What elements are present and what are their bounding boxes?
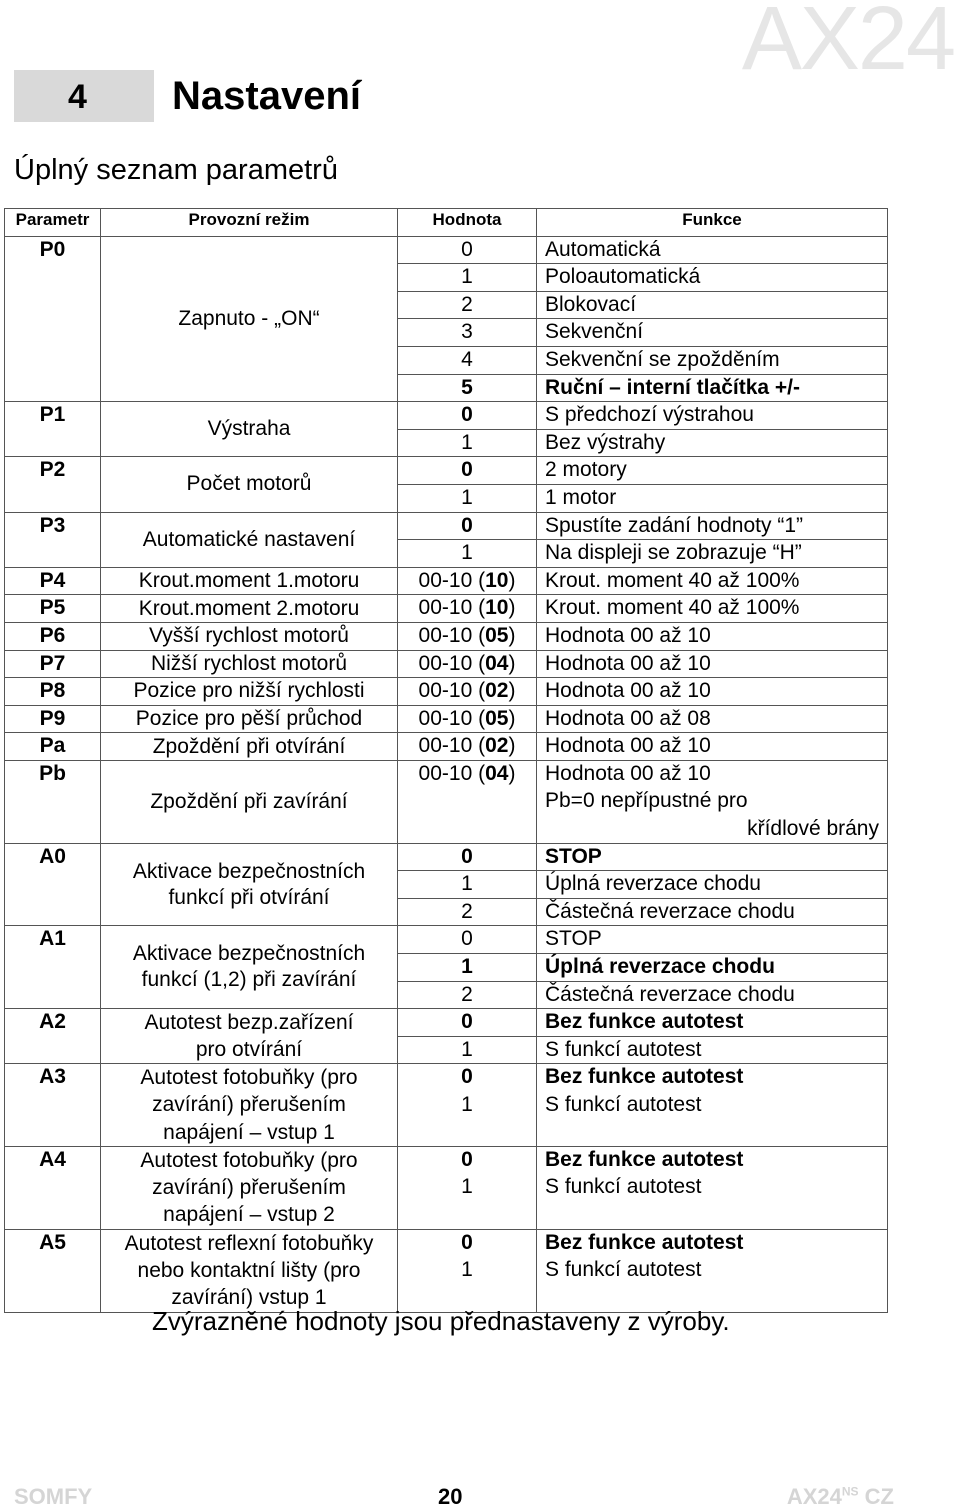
- mode-cell: zavírání) přerušením: [101, 1174, 398, 1202]
- mode-cell: Automatické nastavení: [101, 512, 398, 567]
- value-cell-default: 0: [398, 1147, 537, 1175]
- default-value: 10: [485, 568, 509, 592]
- param-code: A3: [5, 1064, 101, 1147]
- table-row: [5, 402, 888, 430]
- mode-cell: Autotest fotobuňky (pro: [101, 1064, 398, 1092]
- value-cell-default: 0: [398, 1229, 537, 1257]
- function-cell: Částečná reverzace chodu: [537, 981, 888, 1009]
- function-cell: Sekvenční: [537, 319, 888, 347]
- param-code: P0: [5, 236, 101, 402]
- default-value: 02: [485, 734, 509, 758]
- value-cell: 00-10 (04): [398, 760, 537, 843]
- value-range: 00-10 (: [418, 761, 486, 785]
- page-number: 20: [438, 1484, 463, 1509]
- table-row: [5, 567, 888, 595]
- value-cell: 00-10 (05): [398, 705, 537, 733]
- function-cell: Sekvenční se zpožděním: [537, 346, 888, 374]
- value-cell: 2: [398, 898, 537, 926]
- function-cell: Poloautomatická: [537, 264, 888, 292]
- value-cell: 00-10 (10): [398, 567, 537, 595]
- default-value: 04: [485, 761, 509, 785]
- value-cell: 00-10 (05): [398, 622, 537, 650]
- value-cell-default: 0: [398, 402, 537, 430]
- table-row: [5, 1147, 888, 1175]
- table-row: [5, 595, 888, 623]
- mode-cell: Pozice pro pěší průchod: [101, 705, 398, 733]
- mode-cell: Autotest fotobuňky (pro: [101, 1147, 398, 1175]
- function-cell: S předchozí výstrahou: [537, 402, 888, 430]
- value-cell: 1: [398, 484, 537, 512]
- function-cell: křídlové brány: [537, 816, 888, 844]
- param-code: A4: [5, 1147, 101, 1230]
- mode-cell: nebo kontaktní lišty (pro: [101, 1257, 398, 1285]
- function-cell: Hodnota 00 až 08: [537, 705, 888, 733]
- table-header-row: [5, 209, 888, 237]
- function-cell: Krout. moment 40 až 100%: [537, 567, 888, 595]
- mode-cell: zavírání) přerušením: [101, 1092, 398, 1120]
- ax24-logo: AX24: [741, 0, 954, 89]
- table-row: [5, 1257, 888, 1285]
- param-code: P8: [5, 678, 101, 706]
- mode-cell: Krout.moment 2.motoru: [101, 595, 398, 623]
- value-cell: 1: [398, 871, 537, 899]
- factory-defaults-note: Zvýrazněné hodnoty jsou přednastaveny z výroby.: [152, 1306, 730, 1336]
- value-cell-default: 0: [398, 1064, 537, 1092]
- param-code: A0: [5, 843, 101, 926]
- value-cell-default: 1: [398, 954, 537, 982]
- function-cell: Na displeji se zobrazuje “H”: [537, 540, 888, 568]
- param-code: P3: [5, 512, 101, 567]
- mode-cell: Výstraha: [101, 402, 398, 457]
- value-cell: 00-10 (04): [398, 650, 537, 678]
- function-cell-default: Bez funkce autotest: [537, 1147, 888, 1175]
- param-code: P5: [5, 595, 101, 623]
- value-cell: 00-10 (02): [398, 678, 537, 706]
- model-suffix: CZ: [858, 1484, 894, 1509]
- table-row: [5, 622, 888, 650]
- function-cell-default: Bez funkce autotest: [537, 1009, 888, 1037]
- header-funkce: Funkce: [537, 209, 888, 237]
- function-cell-default: Bez funkce autotest: [537, 1229, 888, 1257]
- value-range: 00-10 (: [418, 568, 486, 592]
- mode-cell: pro otvírání: [101, 1036, 398, 1064]
- value-cell: 0: [398, 236, 537, 264]
- mode-cell: Nižší rychlost motorů: [101, 650, 398, 678]
- value-cell: 3: [398, 319, 537, 347]
- mode-cell: Krout.moment 1.motoru: [101, 567, 398, 595]
- default-value: 05: [485, 623, 509, 647]
- function-cell: Hodnota 00 až 10: [537, 622, 888, 650]
- table-row: [5, 1064, 888, 1092]
- table-row: [5, 705, 888, 733]
- function-cell-default: Ruční – interní tlačítka +/-: [537, 374, 888, 402]
- mode-cell: Autotest reflexní fotobuňky: [101, 1229, 398, 1257]
- function-cell: Krout. moment 40 až 100%: [537, 595, 888, 623]
- table-row: [5, 1174, 888, 1202]
- function-cell: S funkcí autotest: [537, 1174, 888, 1229]
- table-row: [5, 650, 888, 678]
- value-cell: 1: [398, 429, 537, 457]
- function-cell: Částečná reverzace chodu: [537, 898, 888, 926]
- table-row: [5, 760, 888, 788]
- param-code: P2: [5, 457, 101, 512]
- model-superscript: NS: [841, 1484, 859, 1499]
- param-code: P4: [5, 567, 101, 595]
- function-cell: S funkcí autotest: [537, 1036, 888, 1064]
- param-code: P9: [5, 705, 101, 733]
- value-range: 00-10 (: [418, 596, 486, 620]
- mode-cell: Pozice pro nižší rychlosti: [101, 678, 398, 706]
- table-row: [5, 1229, 888, 1257]
- default-value: 05: [485, 706, 509, 730]
- mode-cell: napájení – vstup 1: [101, 1119, 398, 1147]
- function-cell: Hodnota 00 až 10: [537, 760, 888, 788]
- param-code: Pb: [5, 760, 101, 843]
- mode-cell: [101, 926, 398, 1009]
- mode-line: Aktivace bezpečnostních: [132, 942, 366, 966]
- function-cell: Bez výstrahy: [537, 429, 888, 457]
- function-cell: 2 motory: [537, 457, 888, 485]
- mode-cell: Zapnuto - „ON“: [101, 236, 398, 402]
- value-cell: 1: [398, 1036, 537, 1064]
- value-cell: 00-10 (02): [398, 733, 537, 761]
- value-cell: 1: [398, 1257, 537, 1312]
- value-cell: 1: [398, 1092, 537, 1147]
- value-cell: 2: [398, 981, 537, 1009]
- value-cell: 4: [398, 346, 537, 374]
- value-range: 00-10 (: [418, 706, 486, 730]
- function-cell: Hodnota 00 až 10: [537, 678, 888, 706]
- header-parametr: Parametr: [5, 209, 101, 237]
- function-cell-default: Bez funkce autotest: [537, 1064, 888, 1092]
- function-cell: Pb=0 nepřípustné pro: [537, 788, 888, 816]
- value-cell: 2: [398, 291, 537, 319]
- param-code: P7: [5, 650, 101, 678]
- mode-line: funkcí při otvírání: [168, 885, 330, 909]
- mode-cell: [101, 843, 398, 926]
- mode-cell: zavírání) vstup 1: [101, 1285, 398, 1313]
- chapter-number: 4: [68, 78, 87, 116]
- table-row: [5, 1009, 888, 1037]
- table-row: [5, 236, 888, 264]
- function-cell-default: Úplná reverzace chodu: [537, 954, 888, 982]
- model-name: AX24: [786, 1484, 842, 1509]
- param-code: A5: [5, 1229, 101, 1312]
- mode-cell: Počet motorů: [101, 457, 398, 512]
- param-code: A2: [5, 1009, 101, 1064]
- table-row: [5, 457, 888, 485]
- value-cell-default: 5: [398, 374, 537, 402]
- table-row: [5, 926, 888, 954]
- footer-model: [787, 1484, 894, 1510]
- mode-cell: napájení – vstup 2: [101, 1202, 398, 1230]
- value-cell: 00-10 (10): [398, 595, 537, 623]
- function-cell: 1 motor: [537, 484, 888, 512]
- table-row: [5, 678, 888, 706]
- chapter-title: Nastavení: [172, 74, 361, 118]
- default-value: 02: [485, 679, 509, 703]
- value-cell: 0: [398, 926, 537, 954]
- value-cell: 1: [398, 264, 537, 292]
- table-row: [5, 733, 888, 761]
- value-range: 00-10 (: [418, 623, 486, 647]
- function-cell: Úplná reverzace chodu: [537, 871, 888, 899]
- mode-line: Aktivace bezpečnostních: [132, 859, 366, 883]
- value-cell: 1: [398, 540, 537, 568]
- section-title: Úplný seznam parametrů: [14, 154, 338, 186]
- value-cell: 1: [398, 1174, 537, 1229]
- header-provozni-rezim: Provozní režim: [101, 209, 398, 237]
- param-code: P6: [5, 622, 101, 650]
- footer-brand: SOMFY: [14, 1484, 93, 1509]
- table-row: [5, 843, 888, 871]
- default-value: 04: [485, 651, 509, 675]
- value-range: 00-10 (: [418, 651, 486, 675]
- param-code: Pa: [5, 733, 101, 761]
- function-cell: S funkcí autotest: [537, 1257, 888, 1312]
- mode-line: funkcí (1,2) při zavírání: [141, 968, 357, 992]
- parameters-table: [4, 208, 888, 1313]
- mode-cell: Vyšší rychlost motorů: [101, 622, 398, 650]
- function-cell: Blokovací: [537, 291, 888, 319]
- header-hodnota: Hodnota: [398, 209, 537, 237]
- mode-cell: Zpoždění při otvírání: [101, 733, 398, 761]
- value-cell-default: 0: [398, 512, 537, 540]
- function-cell: STOP: [537, 926, 888, 954]
- mode-cell: Zpoždění při zavírání: [101, 760, 398, 843]
- value-range: 00-10 (: [418, 734, 486, 758]
- function-cell: Automatická: [537, 236, 888, 264]
- table-row: [5, 512, 888, 540]
- function-cell: S funkcí autotest: [537, 1092, 888, 1147]
- table-row: [5, 1092, 888, 1120]
- value-range: 00-10 (: [418, 679, 486, 703]
- value-cell-default: 0: [398, 1009, 537, 1037]
- value-cell-default: 0: [398, 843, 537, 871]
- value-cell-default: 0: [398, 457, 537, 485]
- mode-cell: Autotest bezp.zařízení: [101, 1009, 398, 1037]
- default-value: 10: [485, 596, 509, 620]
- function-cell-default: STOP: [537, 843, 888, 871]
- function-cell: Spustíte zadání hodnoty “1”: [537, 512, 888, 540]
- table-row: [5, 1036, 888, 1064]
- param-code: A1: [5, 926, 101, 1009]
- function-cell: Hodnota 00 až 10: [537, 733, 888, 761]
- param-code: P1: [5, 402, 101, 457]
- function-cell: Hodnota 00 až 10: [537, 650, 888, 678]
